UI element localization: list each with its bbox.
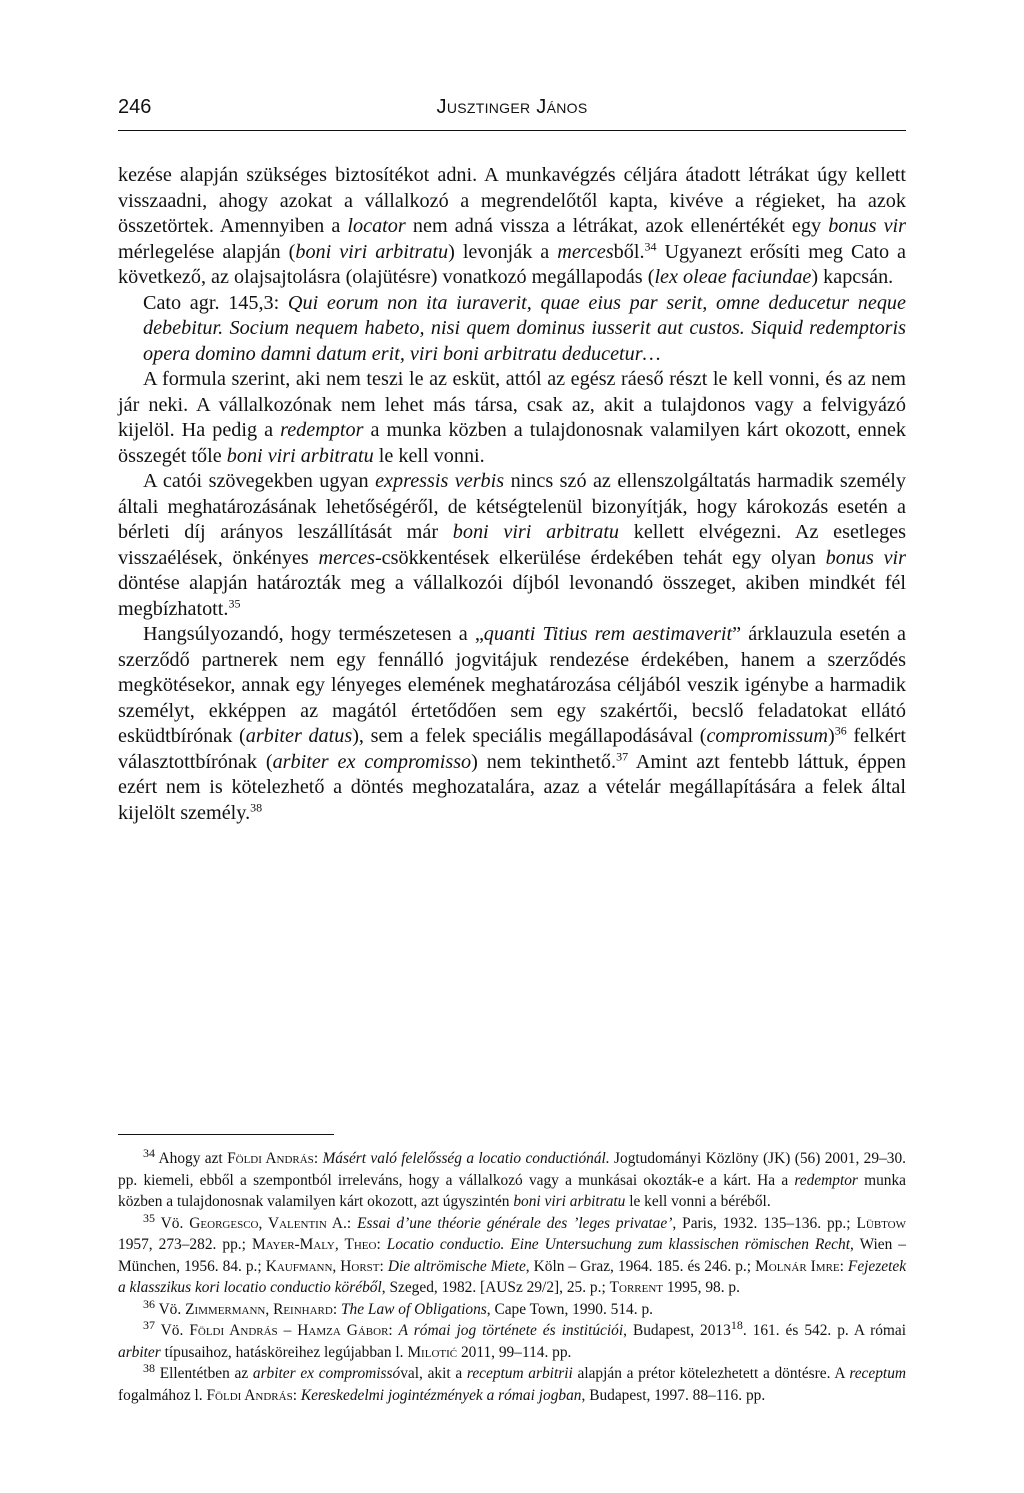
footnote-38: $^{38}$ Ellentétben az arbiter ex compromissóval, akit a receptum arbitrii alapján a prétor kötelezhetett a döntésre. A receptum fogalmához l. Földi András: Kereskedelmi jogintézmények a római jogban, Budapest, 1997. 88–116. pp. xyxy=(118,1360,907,1404)
paragraph-1: kezése alapján szükséges biztosítékot adni. A munkavégzés céljára átadott létrákat úgy kellett visszaadni, ahogy azokat a vállalkozó a megrendelőtől kapta, kivéve a régieket, ha azok összetörtek. Amennyiben a locator nem adná vissza a létrákat, azok ellenértékét egy bonus vir mérlegelése alapján (boni viri arbitratu) levonják a mercesből.$^{34}$ Ugyanezt erősíti meg Cato a következő, az olajsajtolásra (olajütésre) vonatkozó megállapodás (lex oleae faciundae) kapcsán. xyxy=(118,164,907,288)
footnote-36: $^{36}$ Vö. Zimmermann, Reinhard: The Law of Obligations, Cape Town, 1990. 514. p. xyxy=(143,1296,653,1318)
footnote-rule xyxy=(118,1134,334,1135)
page-number: 246 xyxy=(118,96,152,118)
header-rule xyxy=(118,130,906,131)
footnote-ref-34[interactable]: 34 xyxy=(644,238,657,253)
main-text xyxy=(118,163,906,826)
paragraph-2: A formula szerint, aki nem teszi le az esküt, attól az egész ráeső részt le kell vonni, és az nem jár neki. A vállalkozónak nem lehet más társa, csak az, akit a tulajdonos vagy a felvigyázó kijelöl. Ha pedig a redemptor a munka közben a tulajdonosnak valamilyen kárt okozott, ennek összegét tőle boni viri arbitratu le kell vonni. xyxy=(118,368,906,467)
paragraph-4: Hangsúlyozandó, hogy természetesen a „quanti Titius rem aestimaverit” árklauzula esetén a szerződő partnerek nem egy fennálló jogvitájuk rendezése érdekében, hanem a szerződés megkötésekor, annak egy lényeges elemének meghatározása céljából veszik igénybe a harmadik személyt, ekképpen az magától értetődően sem egy szakértői, becslő feladatokat ellátó esküdtbírónak (arbiter datus), sem a felek speciális megállapodásával (compromissum)$^{36}$ felkért választottbírónak (arbiter ex compromisso) nem tekinthető.$^{37}$ Amint azt fentebb láttuk, éppen ezért nem is kötelezhető a döntés meghozatalára, azaz a vételár megállapítására a felek által kijelölt személy.$^{38}$ xyxy=(118,623,907,824)
footnote-ref-37[interactable]: 37 xyxy=(616,748,629,763)
running-header xyxy=(118,96,906,126)
page xyxy=(118,96,906,826)
cato-quotation: Cato agr. 145,3: Qui eorum non ita iuraverit, quae eius par serit, omne deducetur neque debebitur. Socium nequem habeto, nisi quem dominus iusserit aut custos. Siquid redemptoris opera domino damni datum erit, viri boni arbitratu deducetur… xyxy=(143,291,906,365)
footnote-ref-35[interactable]: 35 xyxy=(228,595,241,610)
running-title: Jusztinger János xyxy=(436,96,588,118)
footnote-34: $^{34}$ Ahogy azt Földi András: Másért való felelősség a locatio conductiónál. Jogtudományi Közlöny (JK) (56) 2001, 29–30. pp. kiemeli, ebből a szempontból irreleváns, hogy a vállalkozó vagy a munkásai okozták-e a kárt. Ha a redemptor munka közben a tulajdonosnak valamilyen kárt okozott, azt úgyszintén boni viri arbitratu le kell vonni a béréből. xyxy=(118,1145,907,1210)
footnote-35: $^{35}$ Vö. Georgesco, Valentin A.: Essai d’une théorie générale des ’leges privatae’, Paris, 1932. 135–136. pp.; Lübtow 1957, 273–282. pp.; Mayer-Maly, Theo: Locatio conductio. Eine Untersuchung zum klassischen römischen Recht, Wien – München, 1956. 84. p.; Kaufmann, Horst: Die altrömische Miete, Köln – Graz, 1964. 185. és 246. p.; Molnár Imre: Fejezetek a klasszikus kori locatio conductio köréből, Szeged, 1982. [AUSz 29/2], 25. p.; Torrent 1995, 98. p. xyxy=(118,1210,907,1296)
footnote-37: $^{37}$ Vö. Földi András – Hamza Gábor: A római jog története és institúciói, Budapest, 2013$^{18}$. 161. és 542. p. A római arbiter típusaihoz, hatásköreihez legújabban l. Milotić 2011, 99–114. pp. xyxy=(118,1317,907,1361)
paragraph-3: A catói szövegekben ugyan expressis verbis nincs szó az ellenszolgáltatás harmadik személy általi meghatározásának lehetőségéről, de kétségtelenül bizonyítják, hogy károkozás esetén a bérleti díj arányos leszállítását már boni viri arbitratu kellett elvégezni. Az esetleges visszaélések, önkényes merces-csökkentések elkerülése érdekében tehát egy olyan bonus vir döntése alapján határozták meg a vállalkozói díjból levonandó összeget, akiben mindkét fél megbízhatott.$^{35}$ xyxy=(118,470,907,620)
footnote-ref-38[interactable]: 38 xyxy=(250,799,263,814)
footnotes xyxy=(118,1145,907,1406)
footnote-ref-36[interactable]: 36 xyxy=(834,723,847,738)
